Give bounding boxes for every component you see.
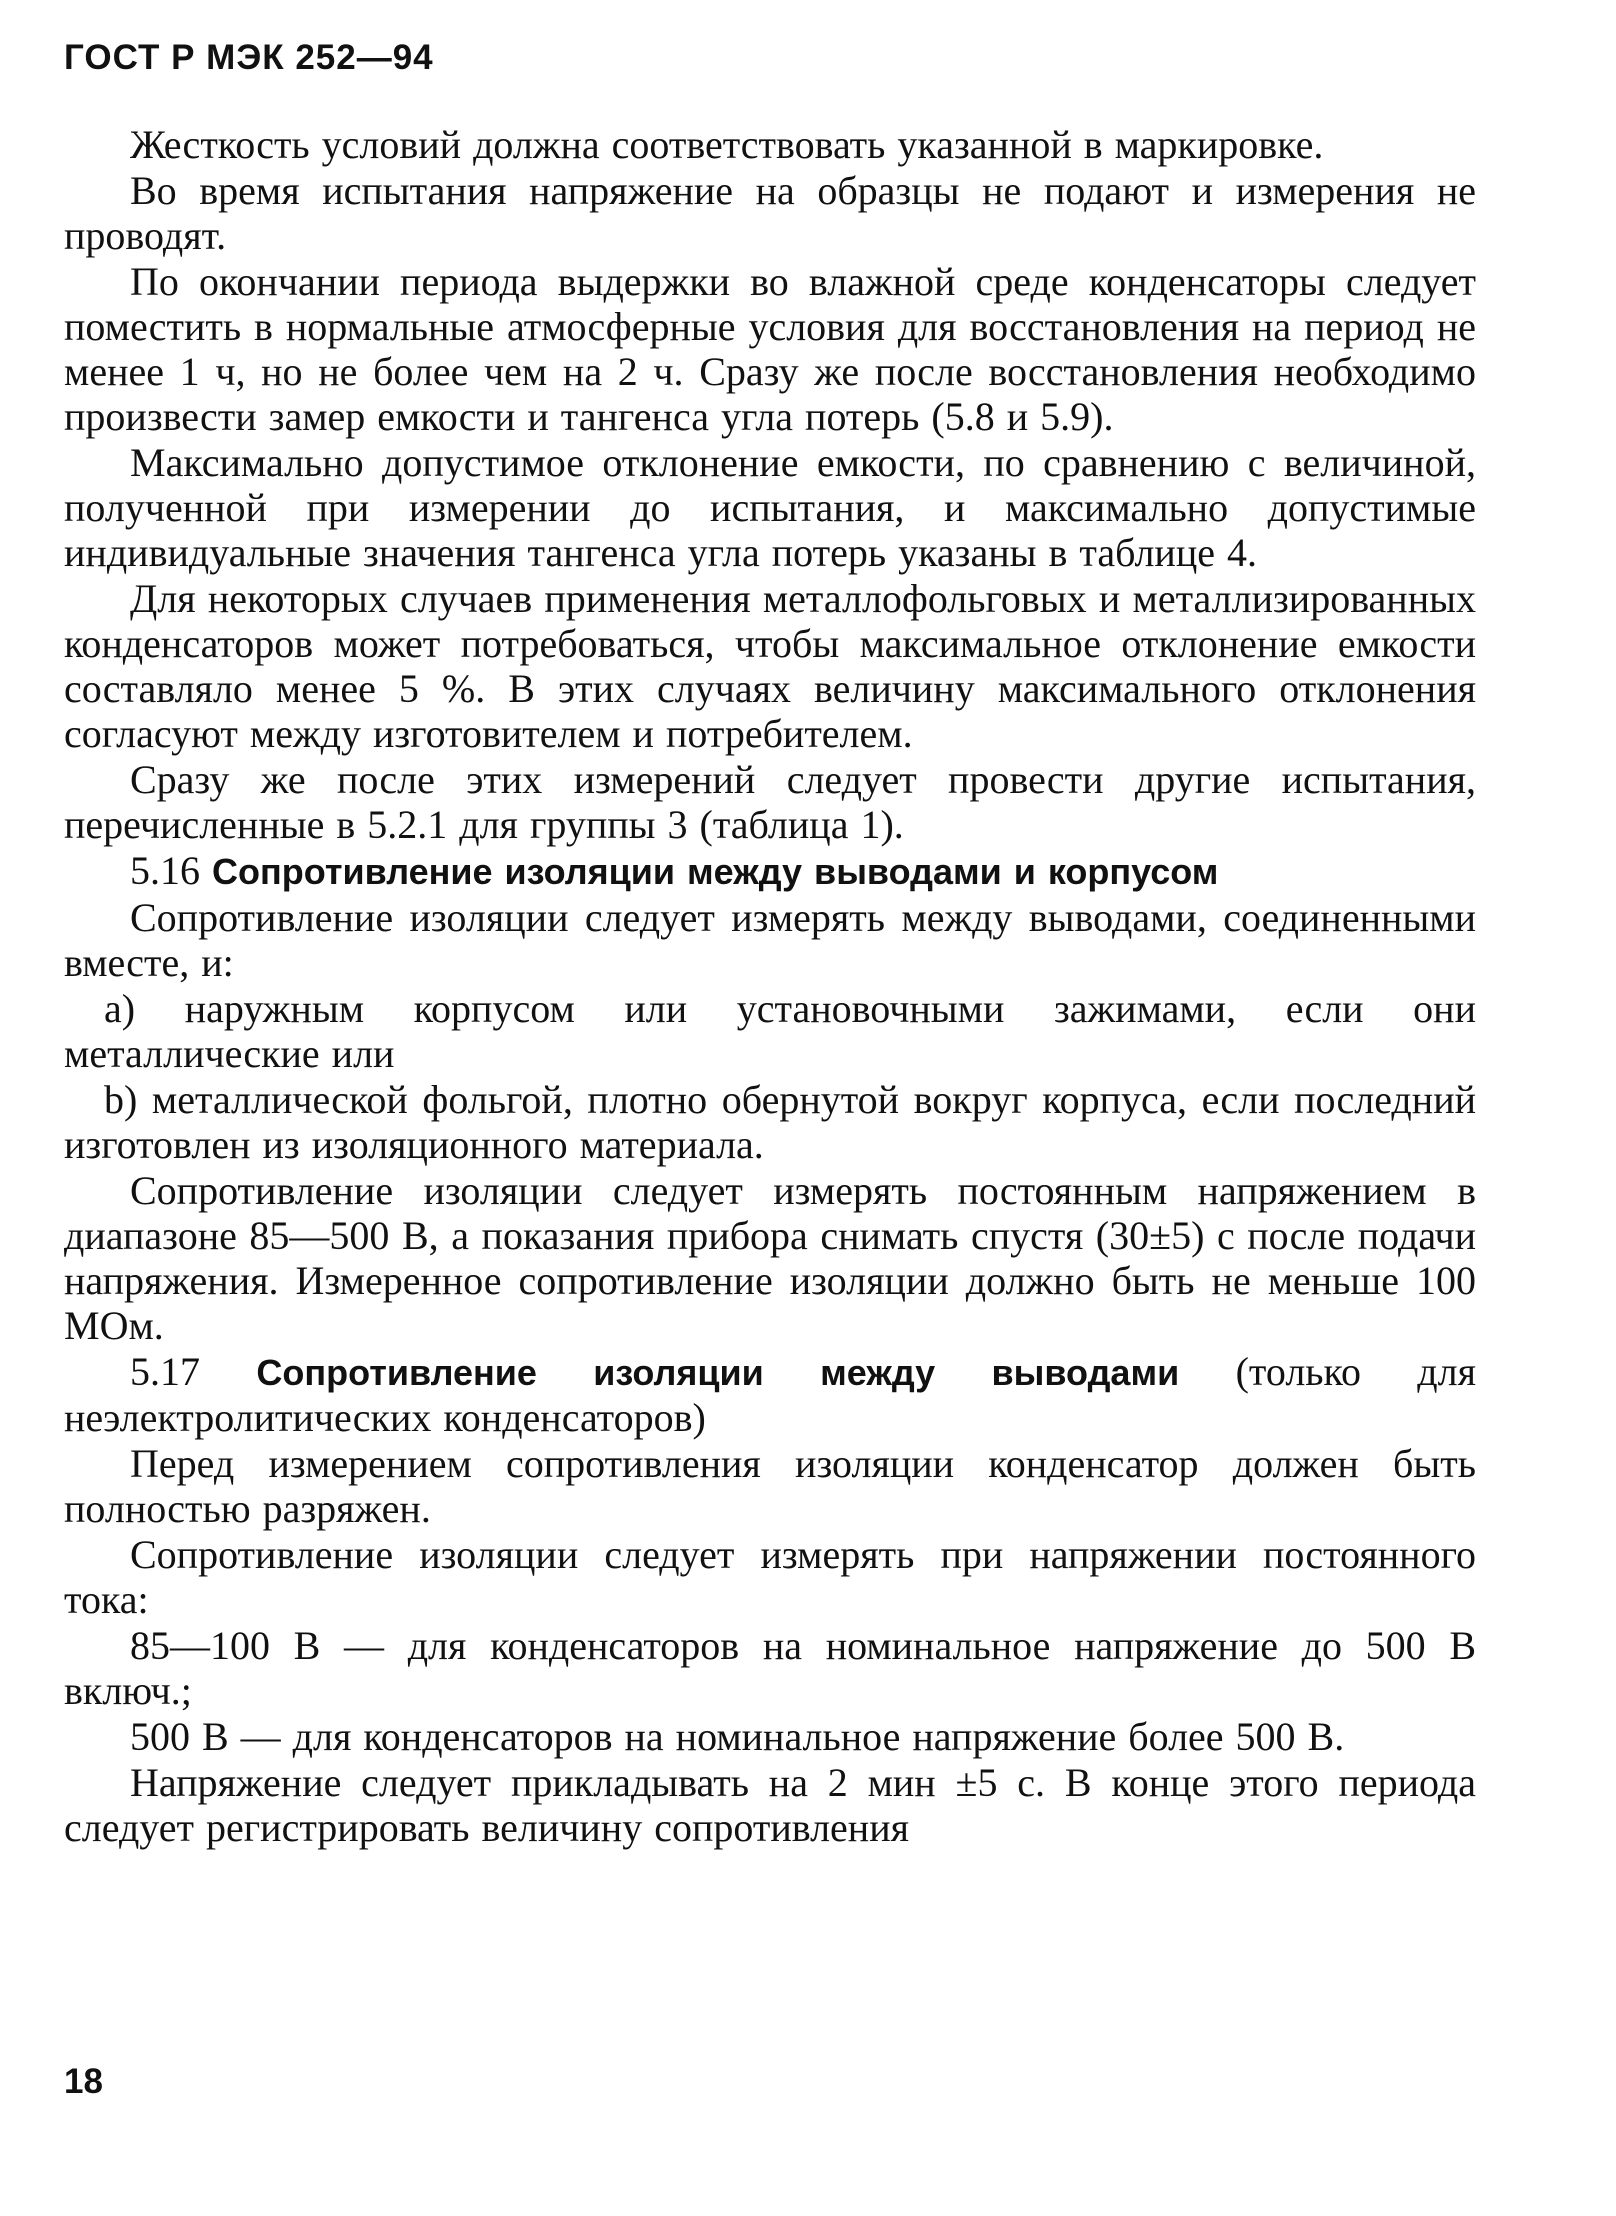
paragraph: Напряжение следует прикладывать на 2 мин ±5 с. В конце этого периода следует регистрировать величину сопротивления bbox=[64, 1760, 1476, 1850]
section-number: 5.16 bbox=[130, 848, 200, 893]
paragraph: Сразу же после этих измерений следует провести другие испытания, перечисленные в 5.2.1 для группы 3 (таблица 1). bbox=[64, 757, 1476, 847]
paragraph: Сопротивление изоляции следует измерять при напряжении постоянного тока: bbox=[64, 1532, 1476, 1622]
list-item-a: а) наружным корпусом или установочными зажимами, если они металлические или bbox=[64, 986, 1476, 1076]
paragraph: Жесткость условий должна соответствовать указанной в маркировке. bbox=[130, 122, 1324, 167]
section-heading-5-17 bbox=[64, 1349, 1476, 1440]
section-heading-5-16 bbox=[64, 848, 1476, 894]
section-number: 5.17 bbox=[130, 1349, 200, 1394]
list-item-b-text-cont: если последний изготовлен из изоляционного материала. bbox=[64, 1077, 1477, 1167]
paragraph: 500 В — для конденсаторов на номинальное напряжение более 500 В. bbox=[130, 1714, 1345, 1759]
list-item-b-text: b) металлической фольгой, плотно обернутой вокруг корпуса, bbox=[104, 1077, 1188, 1122]
document-header: ГОСТ Р МЭК 252—94 bbox=[64, 38, 434, 77]
paragraph: 85—100 В — для конденсаторов на номинальное напряжение до 500 В включ.; bbox=[64, 1623, 1476, 1713]
section-title: Сопротивление изоляции между выводами bbox=[256, 1352, 1180, 1393]
section-title-rest: (только для неэлектролитических конденсаторов) bbox=[64, 1349, 1477, 1440]
page-number: 18 bbox=[64, 2062, 103, 2101]
page-body bbox=[64, 122, 1476, 1851]
list-item-b bbox=[64, 1077, 1476, 1167]
paragraph: Сопротивление изоляции следует измерять между выводами, соединенными вместе, и: bbox=[64, 895, 1476, 985]
paragraph: Для некоторых случаев применения металлофольговых и металлизированных конденсаторов может потребоваться, чтобы максимальное отклонение емкости составляло менее 5 %. В этих случаях величину максимального отклонения согласуют между изготовителем и потребителем. bbox=[64, 576, 1476, 756]
paragraph: Во время испытания напряжение на образцы не подают и измерения не проводят. bbox=[64, 168, 1476, 258]
paragraph: Максимально допустимое отклонение емкости, по сравнению с величиной, полученной при измерении до испытания, и максимально допустимые индивидуальные значения тангенса угла потерь указаны в таблице 4. bbox=[64, 440, 1476, 575]
paragraph: По окончании периода выдержки во влажной среде конденсаторы следует поместить в нормальные атмосферные условия для восстановления на период не менее 1 ч, но не более чем на 2 ч. Сразу же после восстановления необходимо произвести замер емкости и тангенса угла потерь (5.8 и 5.9). bbox=[64, 259, 1476, 439]
paragraph: Сопротивление изоляции следует измерять постоянным напряжением в диапазоне 85—500 В, а показания прибора снимать спустя (30±5) с после подачи напряжения. Измеренное сопротивление изоляции должно быть не меньше 100 МОм. bbox=[64, 1168, 1476, 1348]
paragraph: Перед измерением сопротивления изоляции конденсатор должен быть полностью разряжен. bbox=[64, 1441, 1476, 1531]
section-title: Сопротивление изоляции между выводами и корпусом bbox=[212, 851, 1219, 892]
